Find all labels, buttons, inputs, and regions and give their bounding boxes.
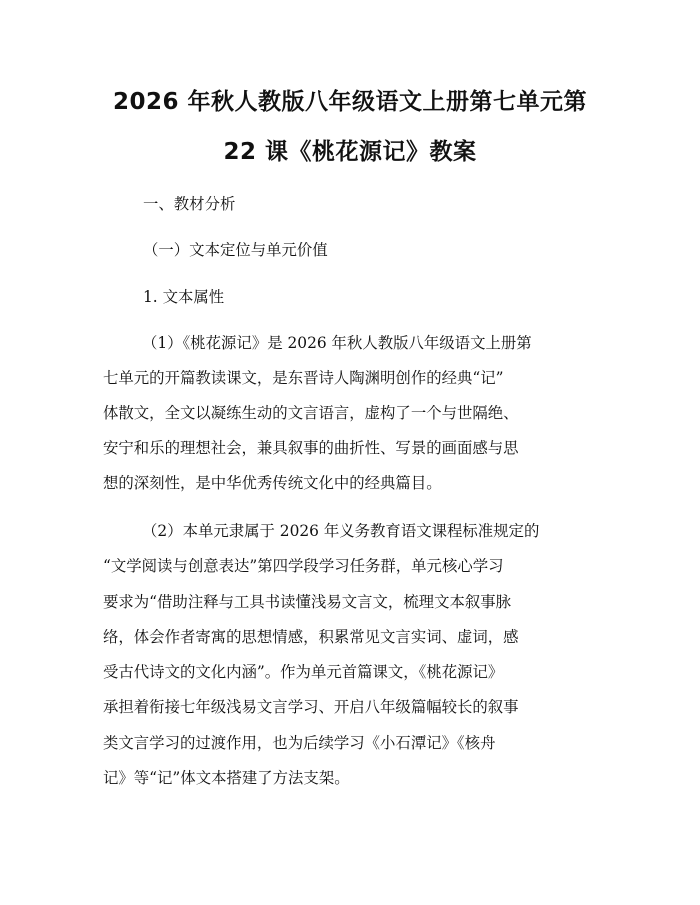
document-title-line-2: 22 课《桃花源记》教案 (223, 139, 477, 165)
paragraph-1-line: 七单元的开篇教读课文，是东晋诗人陶渊明创作的经典“记” (103, 369, 504, 387)
paragraph-2-line: 类文言学习的过渡作用，也为后续学习《小石潭记》《核舟 (103, 734, 496, 752)
paragraph-2-line: “文学阅读与创意表达”第四学段学习任务群，单元核心学习 (103, 557, 504, 575)
section-heading-teaching-material-analysis: 一、教材分析 (143, 195, 236, 213)
paragraph-1-line: 想的深刻性，是中华优秀传统文化中的经典篇目。 (103, 474, 442, 492)
subsubsection-heading-text-attributes: 1. 文本属性 (143, 288, 225, 306)
paragraph-1-line: 安宁和乐的理想社会，兼具叙事的曲折性、写景的画面感与思 (103, 439, 519, 457)
paragraph-2-line: 受古代诗文的文化内涵”。作为单元首篇课文，《桃花源记》 (103, 663, 504, 681)
paragraph-2-line: 承担着衔接七年级浅易文言学习、开启八年级篇幅较长的叙事 (103, 698, 519, 716)
paragraph-2-line: 记》等“记”体文本搭建了方法支架。 (103, 769, 350, 787)
document-title-line-1: 2026 年秋人教版八年级语文上册第七单元第 (112, 89, 588, 115)
subsection-heading-text-positioning: （一）文本定位与单元价值 (143, 241, 328, 259)
paragraph-1-line: 体散文，全文以凝练生动的文言语言，虚构了一个与世隔绝、 (103, 404, 519, 422)
paragraph-2-line: 要求为“借助注释与工具书读懂浅易文言文，梳理文本叙事脉 (103, 593, 512, 611)
paragraph-2-line: 络，体会作者寄寓的思想情感，积累常见文言实词、虚词，感 (103, 628, 519, 646)
paragraph-2-line: （2）本单元隶属于 2026 年义务教育语文课程标准规定的 (142, 522, 540, 540)
paragraph-1-line: （1）《桃花源记》是 2026 年秋人教版八年级语文上册第 (142, 334, 532, 352)
